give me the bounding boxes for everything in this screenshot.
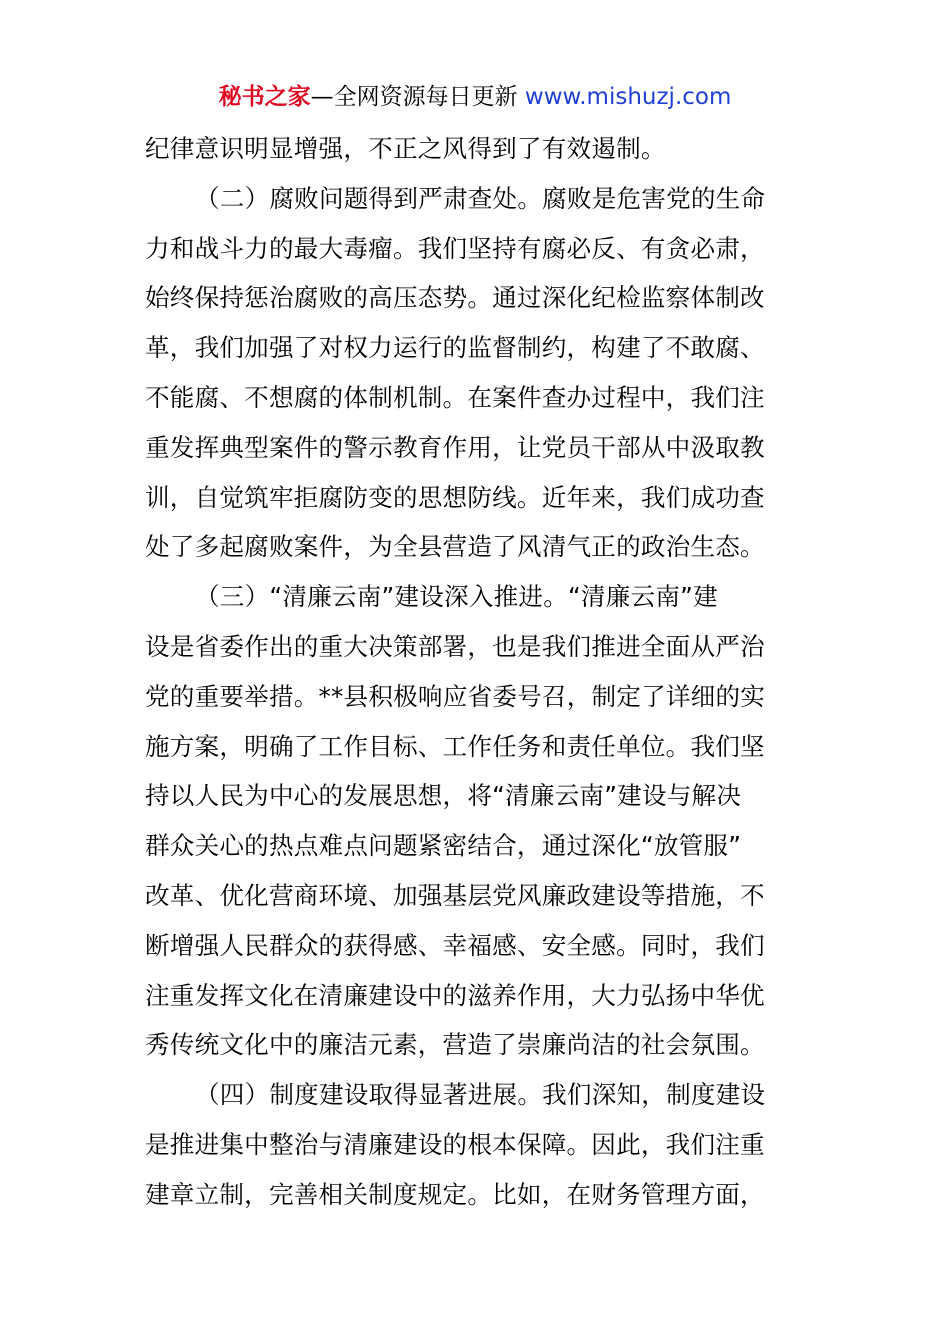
text-line: 革，我们加强了对权力运行的监督制约，构建了不敢腐、 — [145, 333, 765, 363]
text-line: （四）制度建设取得显著进展。我们深知，制度建设 — [195, 1080, 766, 1110]
site-url[interactable]: www.mishuzj.com — [524, 84, 732, 110]
text-line: 施方案，明确了工作目标、工作任务和责任单位。我们坚 — [145, 731, 765, 761]
text-line: 建章立制，完善相关制度规定。比如，在财务管理方面， — [145, 1179, 765, 1209]
text-line: 注重发挥文化在清廉建设中的滋养作用，大力弘扬中华优 — [145, 980, 765, 1010]
text-line: 秀传统文化中的廉洁元素，营造了崇廉尚洁的社会氛围。 — [145, 1030, 765, 1060]
text-line: 党的重要举措。**县积极响应省委号召，制定了详细的实 — [145, 681, 766, 711]
text-line: 始终保持惩治腐败的高压态势。通过深化纪检监察体制改 — [145, 283, 765, 313]
text-line: （二）腐败问题得到严肃查处。腐败是危害党的生命 — [195, 183, 766, 213]
text-line: 力和战斗力的最大毒瘤。我们坚持有腐必反、有贪必肃， — [145, 233, 765, 263]
text-line: 重发挥典型案件的警示教育作用，让党员干部从中汲取教 — [145, 432, 765, 462]
text-line: 处了多起腐败案件，为全县营造了风清气正的政治生态。 — [145, 532, 765, 562]
text-line: 断增强人民群众的获得感、幸福感、安全感。同时，我们 — [145, 930, 765, 960]
text-line: 群众关心的热点难点问题紧密结合，通过深化“放管服” — [145, 831, 742, 861]
text-line: 持以人民为中心的发展思想，将“清廉云南”建设与解决 — [145, 781, 742, 811]
header-tagline: —全网资源每日更新 — [310, 84, 525, 110]
text-line: 是推进集中整治与清廉建设的根本保障。因此，我们注重 — [145, 1129, 765, 1159]
text-line: （三）“清廉云南”建设深入推进。“清廉云南”建 — [195, 582, 718, 612]
text-line: 纪律意识明显增强，不正之风得到了有效遏制。 — [145, 134, 666, 163]
site-brand: 秘书之家 — [218, 84, 311, 110]
text-line: 设是省委作出的重大决策部署，也是我们推进全面从严治 — [145, 631, 765, 661]
text-line: 训，自觉筑牢拒腐防变的思想防线。近年来，我们成功查 — [145, 482, 765, 512]
text-line: 改革、优化营商环境、加强基层党风廉政建设等措施，不 — [145, 880, 765, 910]
document-body — [145, 124, 807, 1220]
page-header — [0, 80, 950, 114]
text-line: 不能腐、不想腐的体制机制。在案件查办过程中，我们注 — [145, 382, 765, 412]
